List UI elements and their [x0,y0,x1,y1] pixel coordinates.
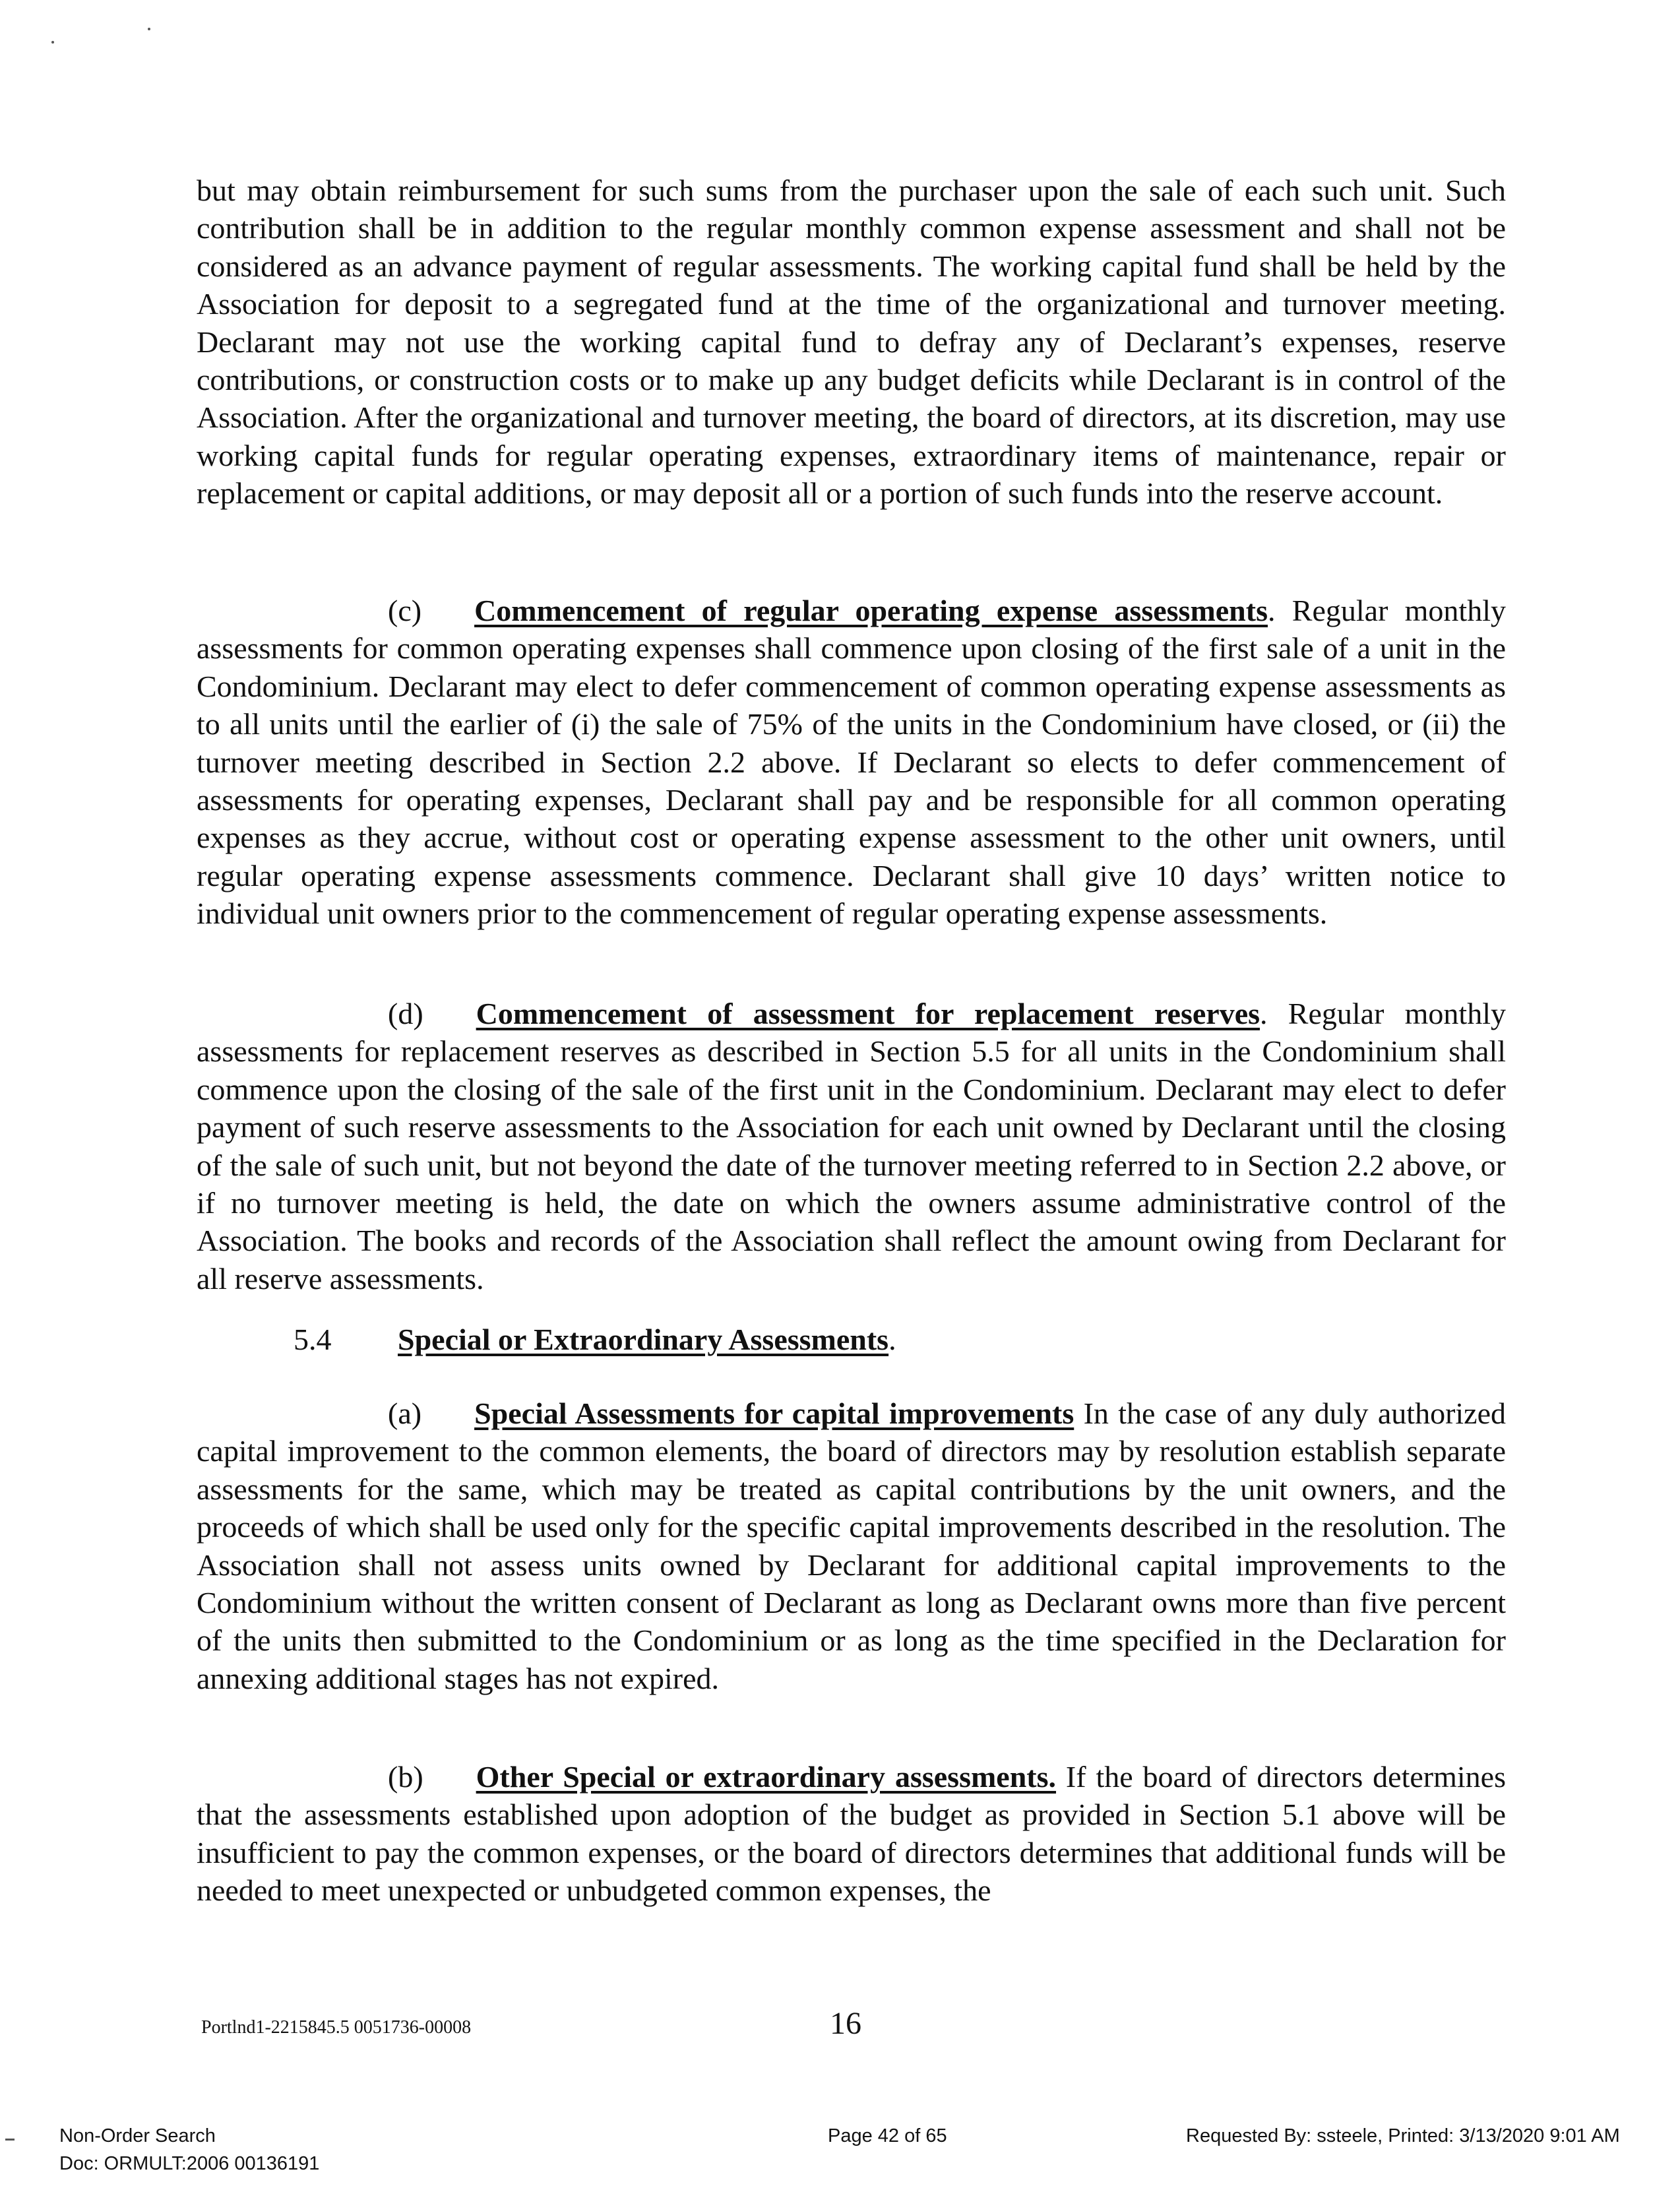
scan-speck [148,28,150,30]
clause-label-c: (c) [388,594,422,627]
stamp-requested-by: Requested By: ssteele, Printed: 3/13/2020 9:01 AM [1186,2125,1620,2146]
scan-speck [5,2139,15,2141]
stamp-page-of: Page 42 of 65 [828,2125,947,2146]
clause-label-a: (a) [388,1396,422,1430]
paragraph-d-replacement-reserves [197,995,1506,1298]
page-number: 16 [830,2006,861,2041]
clause-heading-b: Other Special or extraordinary assessments. [476,1760,1057,1794]
clause-label-b: (b) [388,1760,423,1794]
clause-heading-c: Commencement of regular operating expense assessments [474,594,1268,627]
clause-label-d: (d) [388,997,423,1030]
scan-speck [51,41,54,44]
paragraph-a-capital-improvements [197,1394,1506,1697]
clause-text-b: If the board of directors determines that the assessments established upon adoption of the budget as provided in Section 5.1 above will be insufficient to pay the common expenses, or the board of directors determines that additional funds will be needed to meet unexpected or unbudgeted common expenses, the [197,1760,1506,1908]
clause-text-a: In the case of any duly authorized capital improvement to the common elements, the board of directors may by resolution establish separate assessments for the same, which may be treated as capital contributions by the unit owners, and the proceeds of which shall be used only for the specific capital improvements described in the resolution. The Association shall not assess units owned by Declarant for additional capital improvements to the Condominium without the written consent of Declarant as long as Declarant owns more than five percent of the units then submitted to the Condominium or as long as the time specified in the Declaration for annexing additional stages has not expired. [197,1396,1506,1695]
paragraph-b-extraordinary [197,1758,1506,1910]
section-heading-5-4 [294,1321,896,1358]
clause-heading-d: Commencement of assessment for replacement reserves [476,997,1260,1030]
clause-heading-a: Special Assessments for capital improvements [474,1396,1074,1430]
paragraph-working-capital: but may obtain reimbursement for such sums from the purchaser upon the sale of each such unit. Such contribution shall be in addition to the regular monthly common expense assessment and shall not be considered as an advance payment of regular assessments. The working capital fund shall be held by the Association for deposit to a segregated fund at the time of the organizational and turnover meeting. Declarant may not use the working capital fund to defray any of Declarant’s expenses, reserve contributions, or construction costs or to make up any budget deficits while Declarant is in control of the Association. After the organizational and turnover meeting, the board of directors, at its discretion, may use working capital funds for regular operating expenses, extraordinary items of maintenance, repair or replacement or capital additions, or may deposit all or a portion of such funds into the reserve account. [197,173,1506,511]
clause-text-d: . Regular monthly assessments for replacement reserves as described in Section 5.5 for all units in the Condominium shall commence upon the closing of the sale of the first unit in the Condominium. Declarant may elect to defer payment of such reserve assessments to the Association for each unit owned by Declarant until the closing of the sale of such unit, but not beyond the date of the turnover meeting referred to in Section 2.2 above, or if no turnover meeting is held, the date on which the owners assume administrative control of the Association. The books and records of the Association shall reflect the amount owing from Declarant for all reserve assessments. [197,997,1506,1296]
document-id: Portlnd1-2215845.5 0051736-00008 [201,2017,472,2038]
section-title-period: . [888,1323,896,1356]
section-title: Special or Extraordinary Assessments [398,1323,889,1356]
stamp-search-type: Non-Order Search [59,2125,216,2146]
paragraph-c-operating-assessments [197,592,1506,933]
clause-text-c: . Regular monthly assessments for common operating expenses shall commence upon closing of the first sale of a unit in the Condominium. Declarant may elect to defer commencement of common operating expense assessments as to all units until the earlier of (i) the sale of 75% of the units in the Condominium have closed, or (ii) the turnover meeting described in Section 2.2 above. If Declarant so elects to defer commencement of assessments for operating expenses, Declarant shall pay and be responsible for all common operating expenses as they accrue, without cost or operating expense assessment to the other unit owners, until regular operating expense assessments commence. Declarant shall give 10 days’ written notice to individual unit owners prior to the commencement of regular operating expense assessments. [197,594,1506,931]
stamp-doc-ref: Doc: ORMULT:2006 00136191 [59,2153,320,2174]
section-number: 5.4 [294,1323,332,1356]
